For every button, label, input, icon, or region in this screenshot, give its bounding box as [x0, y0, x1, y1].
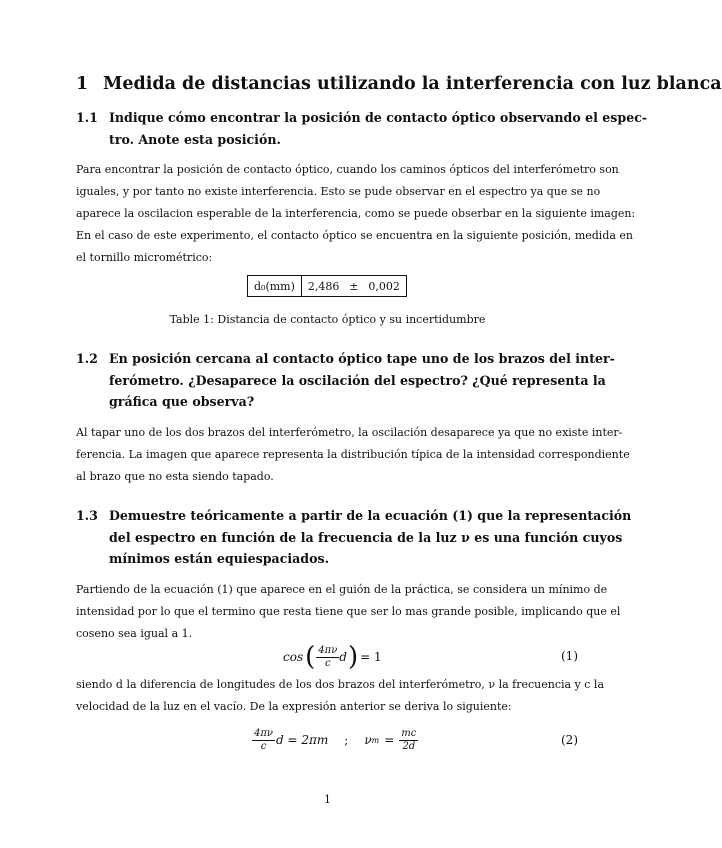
subsection-heading-1-2 [76, 348, 615, 414]
eq-var: d [339, 650, 347, 664]
subsection-title-line: ferómetro. ¿Desaparece la oscilación del espectro? ¿Qué representa la [109, 372, 606, 388]
table-error: 0,002 [368, 279, 400, 293]
page-number: 1 [324, 793, 331, 806]
subsection-title-line: del espectro en función de la frecuencia de la luz ν es una función cuyos [109, 529, 623, 545]
eq-func: cos [283, 650, 304, 664]
paragraph-line: el tornillo micrométrico: [76, 251, 213, 264]
subsection-title-line: En posición cercana al contacto óptico tape uno de los brazos del inter- [109, 351, 615, 366]
table-label-cell: d₀(mm) [248, 276, 302, 297]
paragraph-line: aparece la oscilacion esperable de la interferencia, como se puede obserbar en la siguiente imagen: [76, 207, 636, 220]
paragraph-line: ferencia. La imagen que aparece representa la distribución típica de la intensidad correspondiente [76, 448, 630, 461]
paragraph-line: intensidad por lo que el termino que resta tiene que ser lo mas grande posible, implicando que el [76, 605, 621, 618]
eq-numerator: mc [401, 727, 417, 739]
paragraph-line: velocidad de la luz en el vacío. De la expresión anterior se deriva lo siguiente: [76, 700, 512, 713]
eq-lhs2: ν [364, 733, 372, 747]
paragraph [76, 579, 621, 645]
eq-denominator: 2d [402, 740, 416, 752]
equation-2 [252, 722, 418, 758]
eq-rhs: = 1 [360, 650, 382, 664]
subsection-heading-1-3 [76, 505, 632, 571]
subsection-title-line: gráfica que observa? [109, 394, 255, 409]
equation-1 [283, 638, 382, 676]
left-paren: ( [305, 642, 316, 672]
paragraph-line: Partiendo de la ecuación (1) que aparece en el guión de la práctica, se considera un mínimo de [76, 583, 608, 596]
subsection-title-line: tro. Anote esta posición. [109, 131, 281, 147]
paragraph-line: Para encontrar la posición de contacto óptico, cuando los caminos ópticos del interferómetro son [76, 163, 619, 176]
eq-fraction-2 [399, 728, 418, 753]
equation-number-2: (2) [561, 733, 578, 747]
eq-fraction [252, 728, 275, 753]
equation-number-1: (1) [561, 649, 578, 663]
eq-numerator: 4πν [318, 644, 338, 656]
table-value-cell [301, 276, 406, 297]
paragraph-line: iguales, y por tanto no existe interferencia. Esto se pude observar en el espectro ya que se no [76, 185, 601, 198]
plus-minus: ± [349, 279, 359, 293]
paragraph-line: coseno sea igual a 1. [76, 627, 193, 640]
eq-mid: d = 2πm [276, 733, 329, 747]
subsection-heading-1-1 [76, 107, 648, 151]
eq-denominator: c [260, 740, 267, 752]
section-heading [76, 74, 722, 94]
paragraph-line: al brazo que no esta siendo tapado. [76, 470, 274, 483]
table-caption: Table 1: Distancia de contacto óptico y su incertidumbre [169, 313, 486, 326]
measurement-table [247, 275, 407, 297]
subsection-title-line: mínimos están equiespaciados. [109, 551, 329, 566]
eq-numerator: 4πν [254, 727, 274, 739]
eq-denominator: c [324, 657, 331, 669]
eq-separator: ; [344, 733, 349, 747]
subsection-title [109, 348, 615, 413]
paragraph [76, 674, 605, 718]
subsection-number: 1.1 [76, 110, 98, 125]
subsection-title [109, 505, 632, 570]
paragraph [76, 159, 636, 269]
eq-subscript: m [371, 735, 380, 745]
table-row [248, 276, 407, 297]
subsection-title-line: Indique cómo encontrar la posición de contacto óptico observando el espec- [109, 110, 648, 125]
paragraph-line: Al tapar uno de los dos brazos del interferómetro, la oscilación desaparece ya que no existe inter- [76, 426, 623, 439]
section-number: 1 [76, 74, 89, 94]
paragraph-line: siendo d la diferencia de longitudes de los dos brazos del interferómetro, ν la frecuencia y c la [76, 678, 605, 691]
subsection-number: 1.3 [76, 508, 98, 523]
subsection-number: 1.2 [76, 351, 98, 366]
table-value: 2,486 [307, 279, 340, 293]
right-paren: ) [347, 642, 359, 672]
section-title: Medida de distancias utilizando la interferencia con luz blanca [103, 74, 722, 94]
eq-equals: = [384, 733, 395, 747]
subsection-title [109, 107, 648, 150]
subsection-title-line: Demuestre teóricamente a partir de la ecuación (1) que la representación [109, 508, 632, 523]
paragraph [76, 422, 630, 488]
paragraph-line: En el caso de este experimento, el contacto óptico se encuentra en la siguiente posición, medida en [76, 229, 634, 242]
eq-fraction [316, 645, 339, 670]
